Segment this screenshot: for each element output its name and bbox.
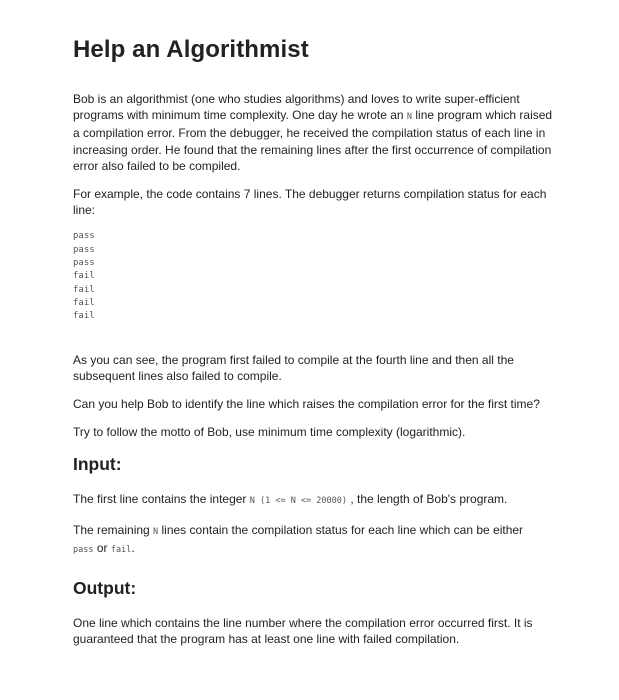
motto-paragraph: Try to follow the motto of Bob, use minimum time complexity (logarithmic). bbox=[73, 425, 466, 440]
input-heading: Input: bbox=[73, 454, 122, 475]
code-line: fail bbox=[73, 297, 95, 308]
input-line-2-mid: lines contain the compilation status for each line which can be either bbox=[158, 522, 524, 537]
problem-title: Help an Algorithmist bbox=[73, 36, 309, 63]
code-line: pass bbox=[73, 258, 95, 269]
input-line-1-end: , the length of Bob's program. bbox=[347, 492, 508, 507]
code-line: pass bbox=[73, 244, 95, 255]
input-line-1-text: The first line contains the integer bbox=[73, 492, 250, 507]
input-line-2 bbox=[73, 522, 553, 558]
inline-code-constraint: N (1 <= N <= 20000) bbox=[249, 496, 347, 507]
explanation-paragraph: As you can see, the program first failed to compile at the fourth line and then all the subsequent lines also failed to compile. bbox=[73, 352, 514, 383]
output-paragraph: One line which contains the line number where the compilation error occurred first. It is guaranteed that the program has at least one line with failed compilation. bbox=[73, 615, 533, 647]
question-paragraph: Can you help Bob to identify the line which raises the compilation error for the first time? bbox=[73, 396, 540, 411]
output-heading: Output: bbox=[73, 577, 137, 598]
example-code-block bbox=[73, 230, 553, 323]
code-line: fail bbox=[73, 271, 95, 282]
code-line: fail bbox=[73, 311, 95, 322]
example-intro-paragraph: For example, the code contains 7 lines. The debugger returns compilation status for each line: bbox=[73, 187, 547, 218]
input-line-1 bbox=[73, 491, 553, 509]
inline-code-fail: fail bbox=[110, 544, 132, 555]
input-line-2-period: . bbox=[131, 540, 135, 555]
code-line: pass bbox=[73, 231, 95, 242]
input-line-2-text: The remaining bbox=[73, 522, 154, 537]
intro-text-start: Bob is an algorithmist (one who studies algorithms) and loves to write super-efficient programs with minimum time complexity. One day he wrote an bbox=[73, 92, 520, 123]
problem-content bbox=[73, 36, 553, 659]
intro-paragraph bbox=[73, 91, 553, 174]
inline-code-n: N bbox=[406, 112, 413, 123]
intro-text-end: line program which raised a compilation error. From the debugger, he received the compilation status of each line in increasing order. He found that the remaining lines after the first occurrence of compilation error also failed to be compiled. bbox=[73, 108, 553, 173]
code-line: fail bbox=[73, 284, 95, 295]
input-line-2-or: or bbox=[93, 540, 111, 555]
inline-code-pass: pass bbox=[73, 544, 94, 555]
inline-code-n-2: N bbox=[153, 526, 159, 537]
